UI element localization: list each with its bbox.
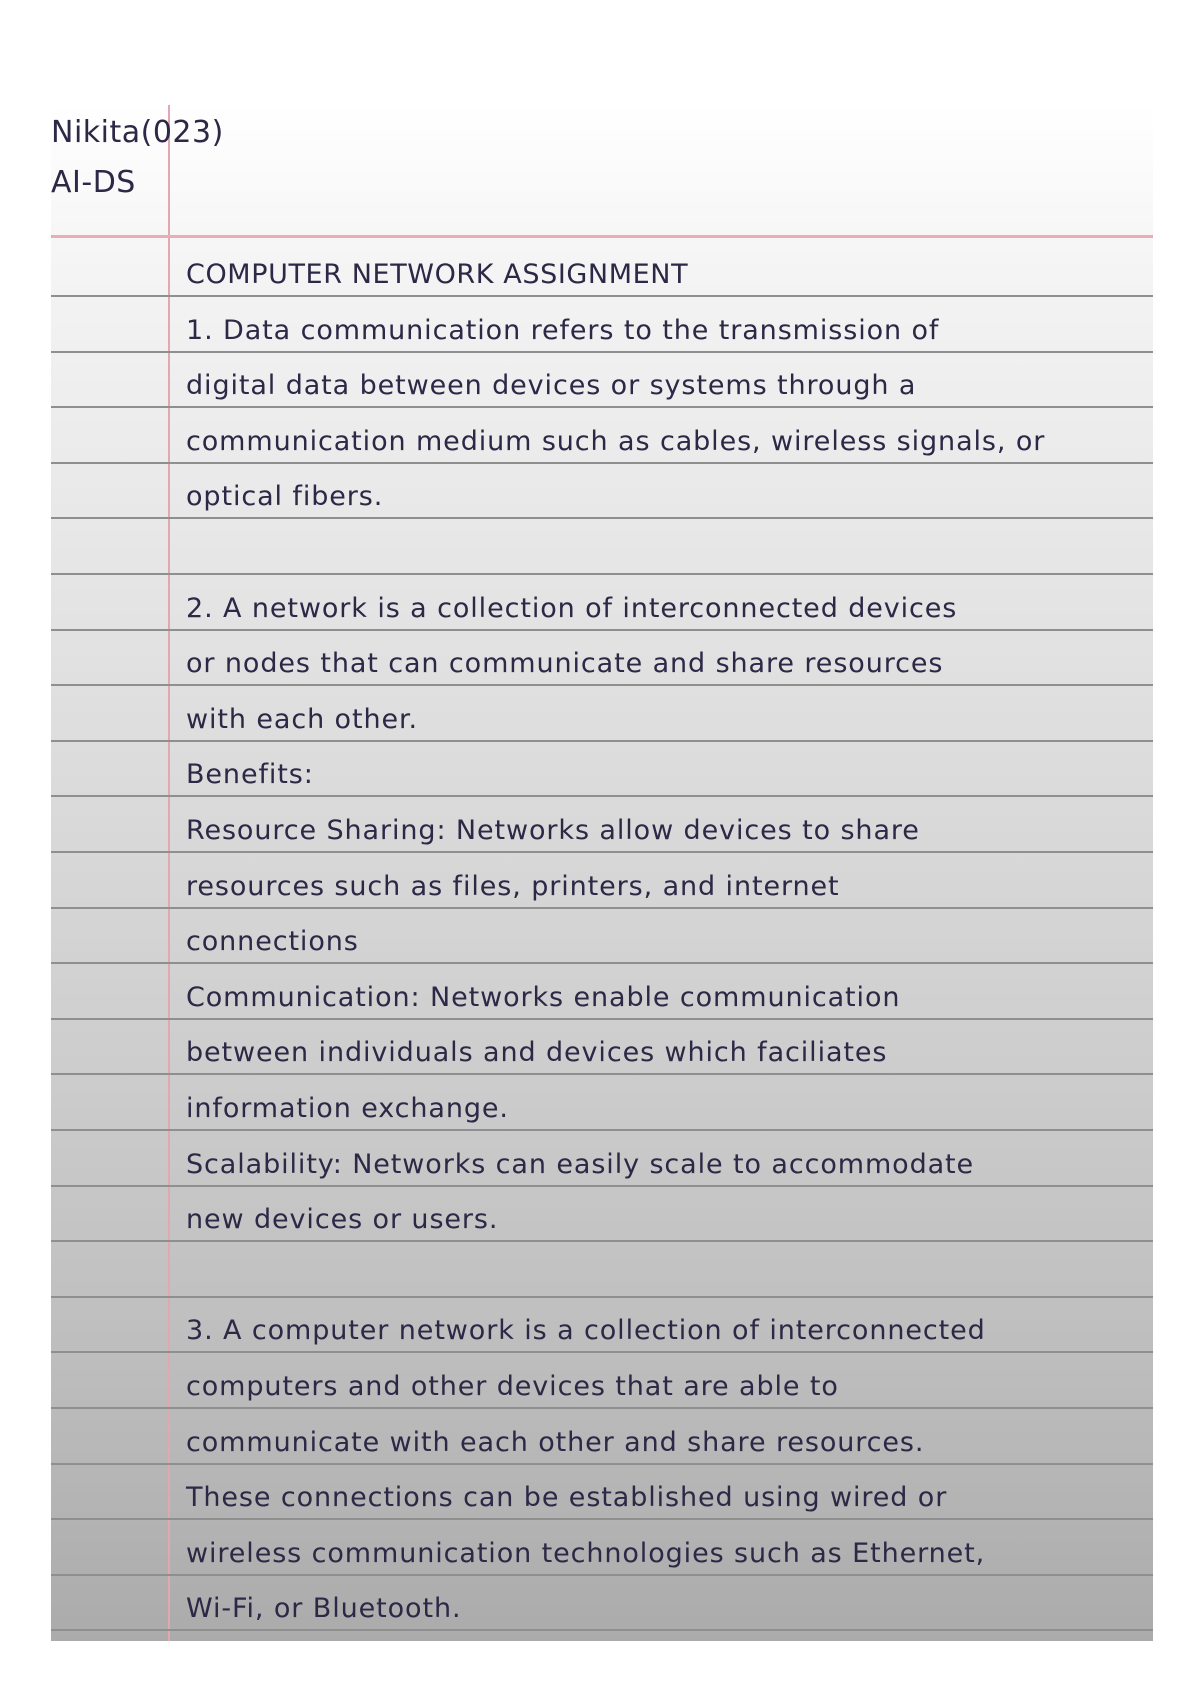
ruled-line	[51, 1185, 1153, 1187]
ruled-line	[51, 1018, 1153, 1020]
text-line: 2. A network is a collection of interconnected devices	[186, 593, 958, 624]
ruled-line	[51, 1240, 1153, 1242]
ruled-line	[51, 1351, 1153, 1353]
text-line: optical fibers.	[186, 481, 384, 512]
text-line: 1. Data communication refers to the transmission of	[186, 315, 940, 346]
ruled-line	[51, 795, 1153, 797]
ruled-line	[51, 295, 1153, 297]
text-line: information exchange.	[186, 1093, 509, 1124]
ruled-line	[51, 1129, 1153, 1131]
ruled-line	[51, 740, 1153, 742]
text-line: connections	[186, 926, 359, 957]
student-class: AI-DS	[51, 165, 136, 200]
ruled-line	[51, 1463, 1153, 1465]
ruled-line	[51, 517, 1153, 519]
text-line: digital data between devices or systems through a	[186, 370, 917, 401]
ruled-line	[51, 907, 1153, 909]
ruled-line	[51, 573, 1153, 575]
ruled-line	[51, 406, 1153, 408]
text-line: wireless communication technologies such as Ethernet,	[186, 1538, 986, 1569]
text-line: Resource Sharing: Networks allow devices to share	[186, 815, 920, 846]
text-line: Benefits:	[186, 759, 314, 790]
ruled-line	[51, 351, 1153, 353]
text-line: These connections can be established using wired or	[186, 1482, 948, 1513]
text-line: Communication: Networks enable communication	[186, 982, 901, 1013]
ruled-line	[51, 462, 1153, 464]
ruled-line	[51, 1296, 1153, 1298]
ruled-line	[51, 1073, 1153, 1075]
text-line: Wi-Fi, or Bluetooth.	[186, 1593, 462, 1624]
text-line: communication medium such as cables, wireless signals, or	[186, 426, 1046, 457]
text-line: resources such as files, printers, and internet	[186, 871, 840, 902]
student-name: Nikita(023)	[51, 115, 224, 150]
text-line: new devices or users.	[186, 1204, 499, 1235]
text-line: 3. A computer network is a collection of interconnected	[186, 1315, 986, 1346]
ruled-line	[51, 629, 1153, 631]
ruled-line	[51, 962, 1153, 964]
notebook-page	[51, 105, 1153, 1641]
text-line: between individuals and devices which faciliates	[186, 1037, 888, 1068]
text-line: computers and other devices that are able to	[186, 1371, 839, 1402]
margin-line	[168, 105, 170, 1641]
header-rule	[51, 235, 1153, 238]
ruled-line	[51, 1629, 1153, 1631]
ruled-line	[51, 851, 1153, 853]
ruled-line	[51, 684, 1153, 686]
text-line: or nodes that can communicate and share resources	[186, 648, 944, 679]
ruled-line	[51, 1574, 1153, 1576]
text-line: with each other.	[186, 704, 418, 735]
ruled-line	[51, 1407, 1153, 1409]
text-line: Scalability: Networks can easily scale to accommodate	[186, 1149, 975, 1180]
ruled-line	[51, 1518, 1153, 1520]
text-line: communicate with each other and share resources.	[186, 1427, 925, 1458]
assignment-title: COMPUTER NETWORK ASSIGNMENT	[186, 259, 689, 290]
